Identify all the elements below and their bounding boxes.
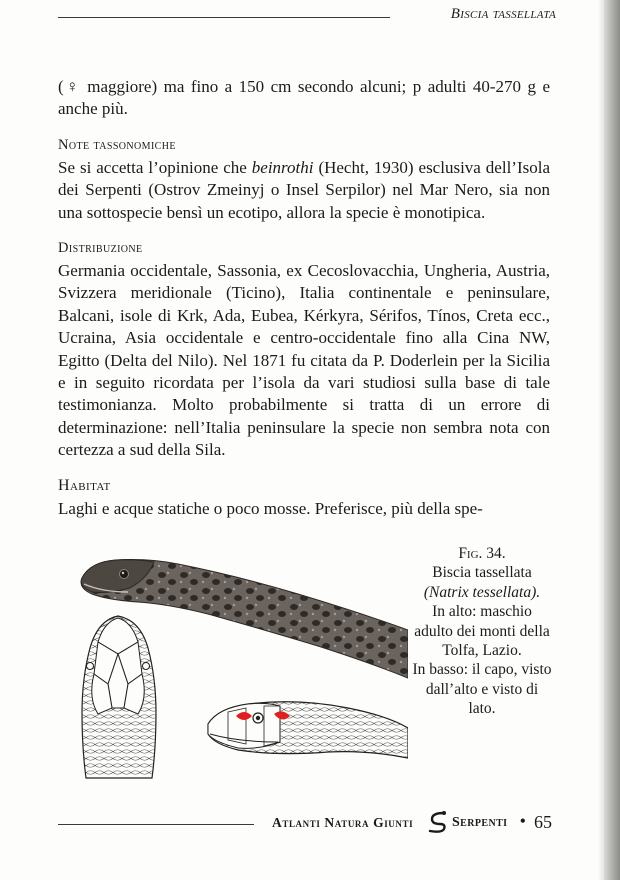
series-title: Atlanti Natura Giunti xyxy=(272,815,414,830)
caption-top-description: In alto: maschio adulto dei monti della Tolfa, Lazio. xyxy=(414,603,550,660)
page-shadow xyxy=(598,0,604,880)
taxonomy-paragraph xyxy=(58,157,550,224)
section-heading: Distribuzione xyxy=(58,240,143,257)
head-side-view xyxy=(208,702,408,758)
snake-logo-icon xyxy=(424,809,450,835)
intro-paragraph: (♀ maggiore) ma fino a 150 cm secondo alcuni; p adulti 40-270 g e anche più. xyxy=(58,77,550,119)
distribution-paragraph: Germania occidentale, Sassonia, ex Cecoslovacchia, Ungheria, Austria, Svizzera meridionale (Ticino), Italia continentale e peninsulare, Balcani, isole di Krk, Ada, Eubea, Kérkyra, Sérifos, Tínos, Creta ecc., Ucraina, Asia occidentale e centro-occidentale fino alla Cina NW, Egitto (Delta del Nilo). Nel 1871 fu citata da P. Doderlein per la Sicilia e in seguito ricordata per l’isola da vari studiosi sulla base di tale testimonianza. Molto probabilmente si tratta di un errore di determinazione: nell’Italia peninsulare la specie non sembra nota con certezza a sud della Sila. xyxy=(58,261,550,460)
section-distribution xyxy=(58,238,550,462)
caption-name: Biscia tassellata xyxy=(432,564,532,582)
book-title: Serpenti xyxy=(452,815,508,830)
figure-caption xyxy=(412,544,552,719)
body-text xyxy=(58,76,550,520)
snake-illustrations xyxy=(68,538,408,788)
footer-rule xyxy=(58,824,254,825)
head-top-view xyxy=(82,616,156,778)
footer-bullet: • xyxy=(520,813,526,830)
caption-label: Fig. 34. xyxy=(458,545,506,562)
section-heading: Habitat xyxy=(58,476,111,494)
habitat-paragraph: Laghi e acque statiche o poco mosse. Preferisce, più della spe- xyxy=(58,498,483,518)
section-heading: Note tassonomiche xyxy=(58,136,176,153)
running-header xyxy=(58,4,556,30)
page-edge xyxy=(604,0,620,880)
caption-bottom-description: In basso: il capo, visto dall’alto e visto di lato. xyxy=(412,661,552,718)
text-run: (Hecht, 1930) esclusiva dell’Isola dei Serpenti (Ostrov Zmeinyj o Insel Serpilor) nel Mar Nero, sia non una sottospecie bensì un ecotipo, allora la specie è monotipica. xyxy=(58,157,550,222)
section-taxonomy xyxy=(58,135,550,224)
figure-illustration xyxy=(68,538,408,788)
section-habitat xyxy=(58,476,550,520)
running-title: Biscia tassellata xyxy=(450,6,556,22)
italic-term: beinrothi xyxy=(251,157,314,177)
page-number: 65 xyxy=(534,812,552,832)
caption-scientific-name: (Natrix tessellata). xyxy=(423,583,541,601)
page-footer xyxy=(58,810,556,840)
header-rule xyxy=(58,17,390,18)
text-run: Se si accetta l’opinione che xyxy=(58,157,252,177)
